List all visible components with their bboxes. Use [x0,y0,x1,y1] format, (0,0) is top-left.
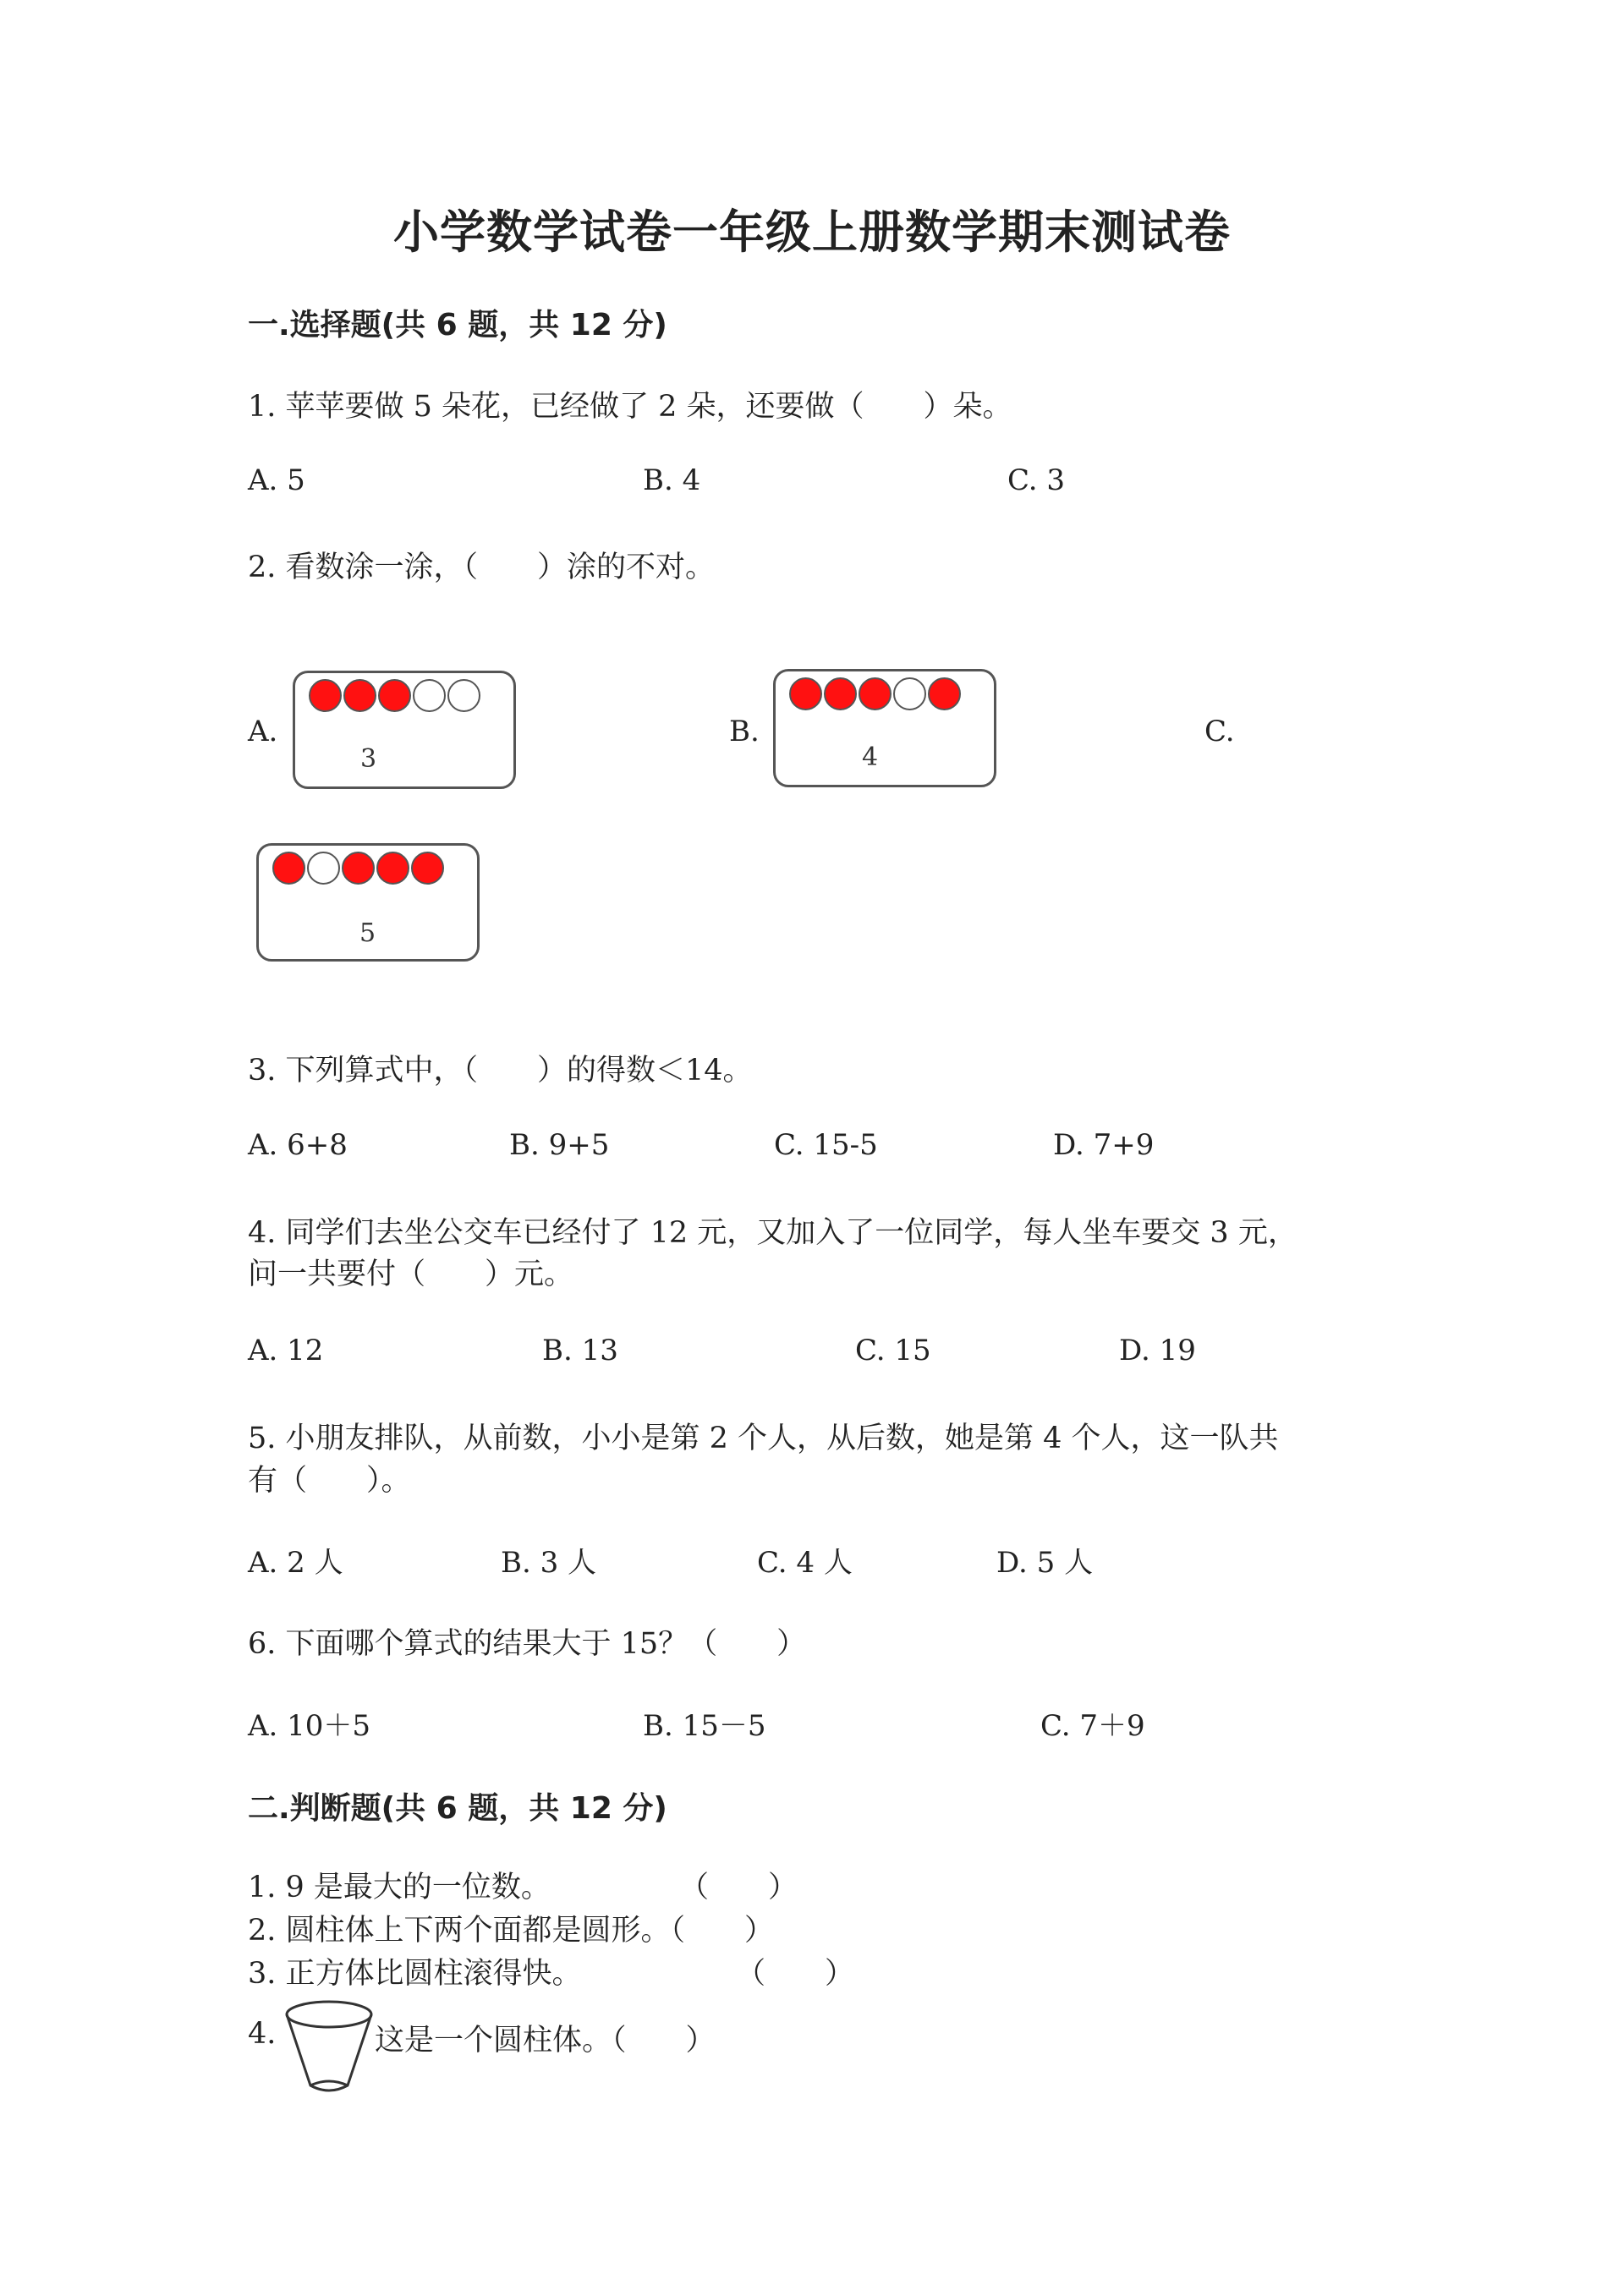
judgement-4-number: 4. [248,2017,277,2051]
q4-option-d: D. 19 [1119,1334,1196,1367]
q1-option-b: B. 4 [643,463,701,497]
dot-c4 [376,852,409,885]
q2-option-b: B. [729,715,760,748]
q3-option-b: B. 9+5 [509,1128,610,1162]
page-title: 小学数学试卷一年级上册数学期末测试卷 [393,205,1231,259]
section-heading-choice: 一.选择题(共 6 题，共 12 分) [248,308,667,342]
dot-a5 [447,679,480,712]
box-b-number: 4 [862,743,879,772]
dot-row-a [309,679,480,712]
dot-b4 [893,677,926,710]
judgement-4: 这是一个圆柱体。（ ） [375,2024,716,2058]
question-6: 6. 下面哪个算式的结果大于 15？（ ） [248,1627,807,1661]
q1-option-a: A. 5 [248,463,305,497]
dot-a4 [413,679,446,712]
box-a-number: 3 [360,744,377,774]
question-3: 3. 下列算式中，（ ）的得数＜14。 [248,1054,753,1088]
dot-b5 [928,677,961,710]
dot-b2 [824,677,857,710]
dot-box-c [256,843,480,962]
q4-option-b: B. 13 [542,1334,618,1367]
q6-option-a: A. 10＋5 [248,1709,371,1743]
section-heading-judgement: 二.判断题(共 6 题，共 12 分) [248,1791,667,1826]
dot-a2 [343,679,376,712]
dot-c2 [307,852,340,885]
q5-option-a: A. 2 人 [248,1546,343,1580]
q1-option-c: C. 3 [1007,463,1066,497]
bucket-icon [283,1997,376,2096]
q3-option-d: D. 7+9 [1053,1128,1155,1162]
q5-option-b: B. 3 人 [501,1546,597,1580]
q4-option-a: A. 12 [248,1334,324,1367]
dot-c3 [342,852,375,885]
dot-box-a [293,671,516,789]
judgement-3-paren: （ ） [736,1957,855,1991]
q5-option-d: D. 5 人 [996,1546,1094,1580]
dot-box-b [773,669,996,787]
question-1: 1. 苹苹要做 5 朵花，已经做了 2 朵，还要做（ ）朵。 [248,390,1012,424]
question-2: 2. 看数涂一涂，（ ）涂的不对。 [248,551,716,584]
judgement-2: 2. 圆柱体上下两个面都是圆形。（ ） [248,1914,775,1948]
question-5-line-1: 5. 小朋友排队，从前数，小小是第 2 个人，从后数，她是第 4 个人，这一队共 [248,1422,1279,1455]
dot-row-b [789,677,961,710]
judgement-3: 3. 正方体比圆柱滚得快。 [248,1957,582,1991]
q2-option-a: A. [248,715,278,748]
q5-option-c: C. 4 人 [757,1546,853,1580]
q3-option-c: C. 15-5 [774,1128,878,1162]
question-4-line-1: 4. 同学们去坐公交车已经付了 12 元，又加入了一位同学，每人坐车要交 3 元， [248,1216,1298,1250]
dot-b1 [789,677,822,710]
q4-option-c: C. 15 [855,1334,931,1367]
q6-option-b: B. 15－5 [643,1709,766,1743]
dot-a3 [378,679,411,712]
judgement-1-paren: （ ） [679,1871,798,1904]
question-5-line-2: 有（ ）。 [248,1464,411,1498]
dot-row-c [272,852,444,885]
dot-c1 [272,852,305,885]
question-4-line-2: 问一共要付（ ）元。 [248,1258,574,1291]
dot-a1 [309,679,342,712]
box-c-number: 5 [359,918,376,948]
dot-b3 [859,677,892,710]
q2-option-c: C. [1204,715,1235,748]
judgement-1: 1. 9 是最大的一位数。 [248,1871,551,1904]
q6-option-c: C. 7＋9 [1040,1709,1145,1743]
q3-option-a: A. 6+8 [248,1128,348,1162]
dot-c5 [411,852,444,885]
